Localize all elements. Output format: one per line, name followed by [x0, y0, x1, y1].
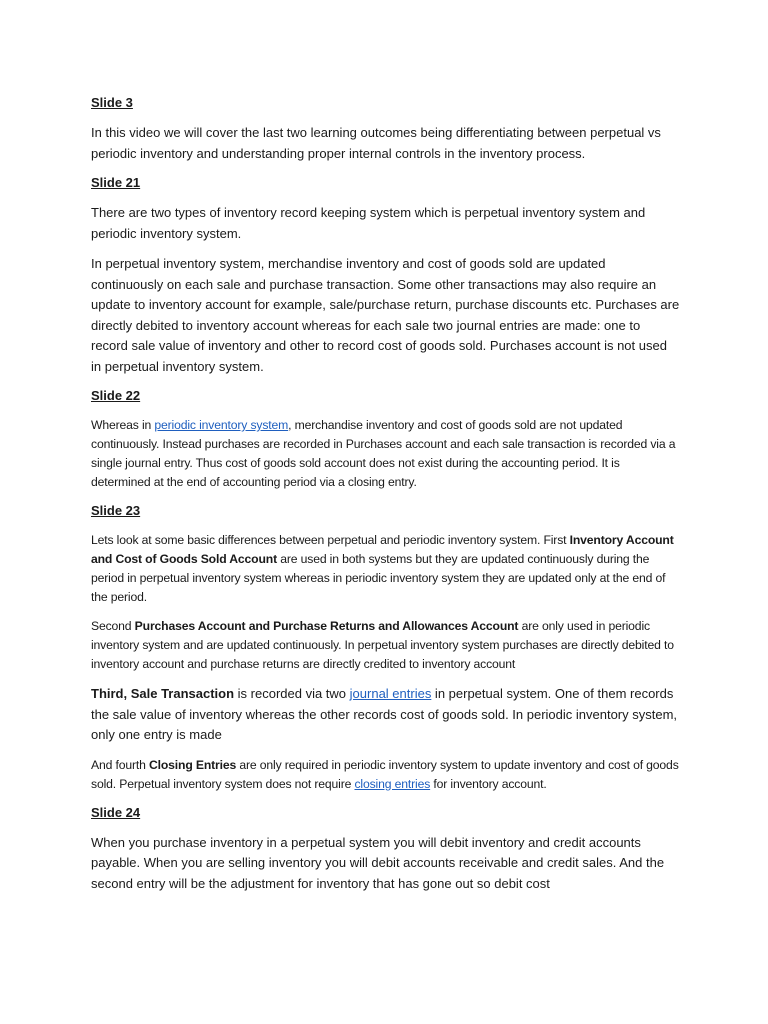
paragraph — [91, 203, 680, 244]
text-run: for inventory account. — [430, 776, 547, 791]
text-run: When you purchase inventory in a perpetual system you will debit inventory and credit accounts payable. When you are selling inventory you will debit accounts receivable and credit sales. And the second entry will be the adjustment for inventory that has gone out so debit cost — [91, 834, 665, 891]
text-run: are only required in periodic inventory system to update inventory and cost of goods sold. Perpetual inventory system does not require — [91, 757, 679, 791]
hyperlink[interactable]: periodic inventory system — [154, 418, 289, 432]
text-run: in perpetual system. One of them records the sale value of inventory whereas the other records cost of goods sold. In periodic inventory system, only one entry is made — [91, 686, 678, 742]
section-heading: Slide 22 — [91, 388, 141, 403]
paragraph — [91, 254, 680, 377]
bold-term: Third, Sale Transaction — [91, 686, 235, 701]
text-run: Whereas in — [91, 418, 155, 432]
hyperlink[interactable]: journal entries — [349, 686, 432, 701]
text-run: , merchandise inventory and cost of goods sold are not updated continuously. Instead purchases are recorded in Purchases account and each sale transaction is recorded via a single journal entry. Thus cost of goods sold account does not exist during the accounting period. It is determined at the end of accounting period via a closing entry. — [91, 418, 676, 489]
paragraph — [91, 531, 680, 607]
text-run: are only used in periodic inventory system and are updated continuously. In perpetual inventory system purchases are directly debited to inventory account and purchase returns are directly credited to inventory account — [91, 619, 674, 671]
section-heading: Slide 23 — [91, 503, 141, 518]
hyperlink[interactable]: closing entries — [354, 776, 431, 791]
text-run: is recorded via two — [234, 686, 350, 701]
bold-term: Purchases Account and Purchase Returns and Allowances Account — [134, 619, 519, 633]
section-heading: Slide 21 — [91, 175, 141, 190]
paragraph — [91, 617, 680, 674]
paragraph — [91, 684, 680, 746]
text-run: There are two types of inventory record keeping system which is perpetual inventory system and periodic inventory system. — [91, 205, 646, 241]
text-run: Lets look at some basic differences between perpetual and periodic inventory system. First — [91, 533, 570, 547]
paragraph — [91, 833, 680, 895]
section-heading: Slide 24 — [91, 804, 141, 820]
text-run: In perpetual inventory system, merchandise inventory and cost of goods sold are updated continuously on each sale and purchase transaction. Some other transactions may also require an update to inventory account for example, sale/purchase return, purchase discounts etc. Purchases are directly debited to inventory account whereas for each sale two journal entries are made: one to record sale value of inventory and other to record cost of goods sold. Purchases account is not used in perpetual inventory system. — [91, 256, 680, 374]
paragraph — [91, 416, 680, 492]
section-heading: Slide 3 — [91, 95, 133, 110]
text-run: are used in both systems but they are updated continuously during the period in perpetual inventory system whereas in periodic inventory system they are updated only at the end of the period. — [91, 552, 666, 604]
paragraph — [91, 756, 680, 794]
text-run: In this video we will cover the last two learning outcomes being differentiating between perpetual vs periodic inventory and understanding proper internal controls in the inventory process. — [91, 125, 661, 161]
bold-term: Inventory Account and Cost of Goods Sold Account — [91, 533, 674, 566]
paragraph — [91, 123, 680, 164]
text-run: And fourth — [91, 757, 149, 772]
text-run: Second — [91, 619, 135, 633]
bold-term: Closing Entries — [148, 757, 237, 772]
